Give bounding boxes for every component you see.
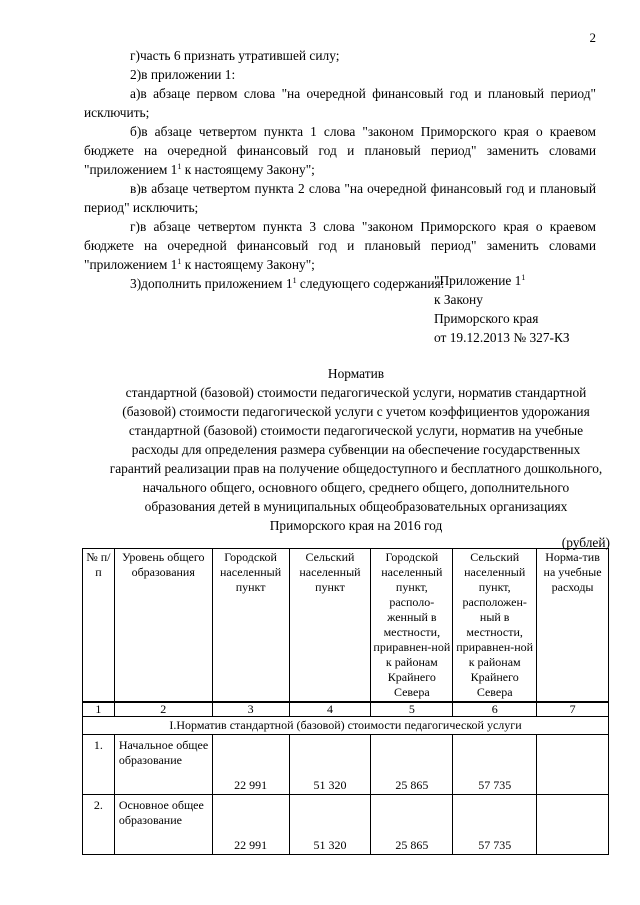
column-number: 7 [537,702,609,717]
paragraph-a: а)в абзаце первом слова "на очередной финансовый год и плановый период" исключить; [84,86,596,120]
cell-rural-north: 57 735 [453,735,537,795]
header-study-expenses: Норма-тив на учебные расходы [537,549,609,703]
column-number: 1 [83,702,115,717]
appendix-line-1: "Приложение $1^1$ [434,273,526,288]
heading-text: стандартной (базовой) стоимости педагогической услуги, норматив стандартной (базовой) стоимости педагогической услуги с учетом коэффициентов удорожания стандартной (базовой) стоимости педагогической услуги, норматив на учебные расходы для определения размера субвенции на обеспечение государственных гарантий реализации прав на получение общедоступного и бесплатного дошкольного, начального общего, основного общего, среднего общего, дополнительного образования детей в муниципальных общеобразовательных организациях Приморского края на 2016 год [109,385,603,533]
cell-study-expenses [537,795,609,855]
cell-rural: 51 320 [289,795,371,855]
header-urban: Городской населенный пункт [212,549,289,703]
appendix-reference [434,271,570,347]
row-level: Основное общее образование [114,795,212,855]
paragraph-3: 3)дополнить приложением $1^1$ следующего содержания: [130,276,445,291]
unit-label: (рублей) [561,535,610,550]
paragraph-b: б)в абзаце четвертом пункта 1 слова "законом Приморского края о краевом бюджете на очередной финансовый год и плановый период" заменить словами "приложением $1^1$ к настоящему Закону"; [84,124,596,177]
column-number-row [83,702,609,717]
page-number: 2 [589,30,596,45]
row-number: 2. [83,795,115,855]
column-number: 3 [212,702,289,717]
paragraph-g: г)в абзаце четвертом пункта 3 слова "законом Приморского края о краевом бюджете на очередной финансовый год и плановый период" заменить словами "приложением $1^1$ к настоящему Закону"; [84,219,596,272]
table-row [83,795,609,855]
column-number: 6 [453,702,537,717]
column-number: 5 [371,702,453,717]
document-body [84,46,596,293]
paragraph-2-appendix1: 2)в приложении 1: [130,67,236,82]
table-header-row [83,549,609,703]
section-title: I.Норматив стандартной (базовой) стоимости педагогической услуги [83,717,609,735]
header-rural-north: Сельский населенный пункт, расположен-ный в местности, приравнен-ной к районам Крайнего Севера [453,549,537,703]
cell-urban-north: 25 865 [371,735,453,795]
cell-urban: 22 991 [212,795,289,855]
norm-heading [108,364,604,535]
column-number: 4 [289,702,371,717]
paragraph-v: в)в абзаце четвертом пункта 2 слова "на очередной финансовый год и плановый период" исключить; [84,181,596,215]
heading-title: Норматив [327,366,385,381]
appendix-line-4: от 19.12.2013 № 327-КЗ [434,330,570,345]
paragraph-g-part6: г)часть 6 признать утратившей силу; [130,48,340,63]
column-number: 2 [114,702,212,717]
row-level: Начальное общее образование [114,735,212,795]
appendix-line-3: Приморского края [434,311,539,326]
cell-rural-north: 57 735 [453,795,537,855]
header-num: № п/п [83,549,115,703]
appendix-line-2: к Закону [434,292,483,307]
cell-study-expenses [537,735,609,795]
header-rural: Сельский населенный пункт [289,549,371,703]
norm-table [82,548,609,855]
header-level: Уровень общего образования [114,549,212,703]
section-row [83,717,609,735]
row-number: 1. [83,735,115,795]
header-urban-north: Городской населенный пункт, располо-женный в местности, приравнен-ной к районам Крайнего Севера [371,549,453,703]
table-row [83,735,609,795]
cell-urban: 22 991 [212,735,289,795]
cell-urban-north: 25 865 [371,795,453,855]
cell-rural: 51 320 [289,735,371,795]
